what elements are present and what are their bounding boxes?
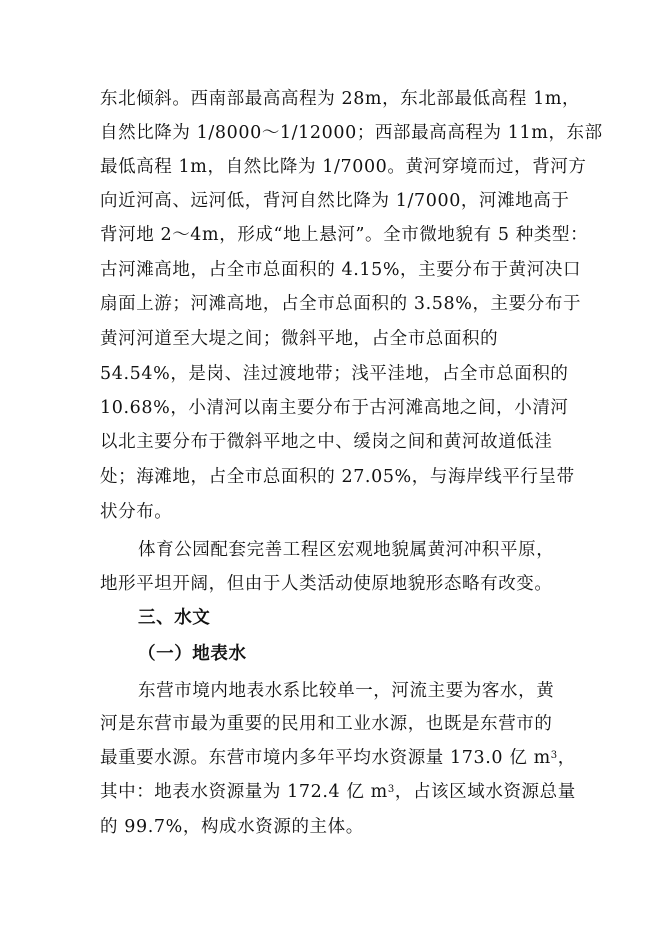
para2-line-1: 体育公园配套完善工程区宏观地貌属黄河冲积平原，: [138, 540, 555, 560]
para1-line-12: 处；海滩地，占全市总面积的 27.05%，与海岸线平行呈带: [100, 467, 575, 487]
para3-line-4-text: 其中：地表水资源量为 172.4 亿 m: [100, 782, 388, 802]
section-heading: 三、水文: [138, 608, 211, 628]
para3-line-3: [100, 746, 576, 770]
superscript-3: 3: [387, 784, 395, 795]
para1-line-9: 54.54%，是岗、洼过渡地带；浅平洼地，占全市总面积的: [100, 364, 569, 384]
para3-line-5: 的 99.7%，构成水资源的主体。: [100, 817, 364, 837]
para1-line-3: 最低高程 1m，自然比降为 1/7000。黄河穿境而过，背河方: [100, 157, 587, 177]
para1-line-8: 黄河河道至大堤之间；微斜平地，占全市总面积的: [100, 329, 499, 349]
para3-line-2: 河是东营市最为重要的民用和工业水源，也既是东营市的: [100, 714, 553, 734]
para1-line-2: 自然比降为 1/8000～1/12000；西部最高高程为 11m，东部: [100, 123, 603, 143]
para1-line-5: 背河地 2～4m，形成“地上悬河”。全市微地貌有 5 种类型：: [100, 225, 589, 245]
para3-line-3-tail: ，: [557, 748, 576, 768]
superscript-3: 3: [550, 750, 558, 761]
para1-line-6: 古河滩高地，占全市总面积的 4.15%，主要分布于黄河决口: [100, 260, 582, 280]
para1-line-4: 向近河高、远河低，背河自然比降为 1/7000，河滩地高于: [100, 191, 570, 211]
para3-line-4-tail: ，占该区域水资源总量: [394, 782, 576, 802]
para3-line-1: 东营市境内地表水系比较单一，河流主要为客水，黄: [138, 681, 555, 701]
para1-line-13: 状分布。: [100, 502, 173, 522]
para3-line-4: [100, 780, 576, 804]
para1-line-1: 东北倾斜。西南部最高高程为 28m，东北部最低高程 1m，: [100, 89, 581, 109]
para1-line-7: 扇面上游；河滩高地，占全市总面积的 3.58%，主要分布于: [100, 294, 582, 314]
para2-line-2: 地形平坦开阔，但由于人类活动使原地貌形态略有改变。: [100, 574, 553, 594]
para1-line-10: 10.68%，小清河以南主要分布于古河滩高地之间，小清河: [100, 398, 569, 418]
para1-line-11: 以北主要分布于微斜平地之中、缓岗之间和黄河故道低洼: [100, 432, 553, 452]
para3-line-3-text: 最重要水源。东营市境内多年平均水资源量 173.0 亿 m: [100, 748, 551, 768]
subsection-heading: （一）地表水: [138, 644, 247, 664]
